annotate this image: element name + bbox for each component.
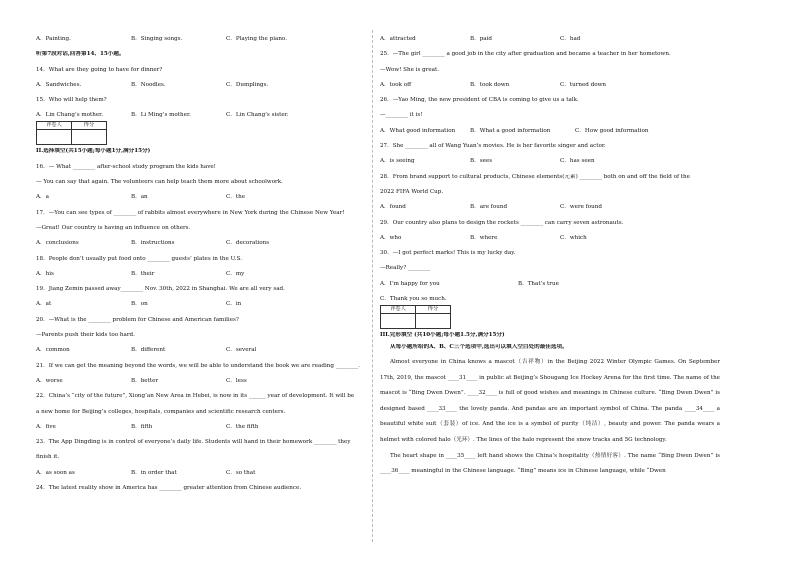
- q14-options: [36, 82, 376, 89]
- q30-options: [380, 281, 720, 288]
- option-b: B．where: [470, 234, 498, 241]
- option-a: A．is seeing: [380, 158, 415, 165]
- section-3-heading: III.完形填空 (共10小题;每小题1.5分,满分15分): [380, 332, 505, 339]
- option-c: C．the: [226, 194, 246, 201]
- option-c: C．my: [226, 270, 245, 277]
- option-c: C．were found: [560, 204, 602, 211]
- score-cell[interactable]: [416, 314, 451, 329]
- option-b: B．different: [131, 347, 166, 354]
- q19-options: [36, 301, 376, 308]
- option-b: B．fifth: [131, 423, 153, 430]
- question-20: 20．—What is the ________ problem for Chinese and American families?: [36, 316, 239, 323]
- option-b: B．paid: [470, 36, 492, 42]
- question-25-reply: —Wow! She is great.: [380, 66, 440, 73]
- section-3-instruction: 从每小题所给的A、B、C三个选项中,选出可以填入空白处的最佳选项。: [390, 344, 568, 351]
- question-16-reply: — You can say that again. The volunteers can help teach them more about schoolwork.: [36, 179, 283, 186]
- question-16: 16．— What ________ after-school study program the kids have!: [36, 163, 216, 170]
- grader-cell[interactable]: [37, 130, 72, 145]
- right-column: [380, 36, 720, 480]
- option-a: A．I’m happy for you: [380, 280, 440, 287]
- q15-options: [36, 112, 376, 119]
- option-b: B．an: [131, 194, 148, 201]
- question-29: 29．Our country also plans to design the rockets ________ can carry seven astronauts.: [380, 219, 624, 226]
- score-label: 得分: [416, 306, 451, 314]
- option-b: B．better: [131, 377, 159, 384]
- q17-options: [36, 240, 376, 247]
- question-23-cont: finish it.: [36, 454, 60, 461]
- option-b: B．their: [131, 270, 155, 277]
- question-18: 18．People don’t usually put food onto ________ guests’ plates in the U.S.: [36, 255, 242, 262]
- section-2-heading: II.选择填空(共15小题;每小题1分,满分15分): [36, 148, 151, 155]
- q24-options: [380, 36, 720, 43]
- option-a: A．his: [36, 270, 54, 277]
- option-c: C．several: [226, 347, 257, 354]
- option-a: A．at: [36, 301, 52, 308]
- option-b: B．What a good information: [470, 127, 551, 134]
- score-box: [380, 305, 451, 329]
- option-b: B．That’s true: [518, 280, 559, 287]
- question-27: 27．She ________ all of Wang Yuan’s movies. He is her favorite singer and actor.: [380, 143, 606, 150]
- question-30-reply: —Really? ________: [380, 265, 431, 272]
- option-a: A．who: [380, 234, 402, 241]
- option-c: C．Lin Chang’s sister.: [226, 112, 289, 119]
- question-15: 15．Who will help them?: [36, 97, 107, 104]
- q22-options: [36, 424, 376, 431]
- option-a: A．Lin Chang’s mother.: [36, 112, 104, 119]
- option-c: C．the fifth: [226, 423, 259, 430]
- question-28-cont: 2022 FIFA World Cup.: [380, 188, 444, 195]
- option-c: C．has seen: [560, 158, 595, 165]
- question-26-reply: —________ it is!: [380, 112, 423, 119]
- dialog7-instruction: 听第7段对话,回答第14、15小题。: [36, 51, 125, 58]
- option-a: A．Painting.: [36, 36, 71, 42]
- option-c: C．Playing the piano.: [226, 36, 287, 42]
- question-22: 22．China’s “city of the future”, Xiong’an New Area in Hebei, is now in its ______ year of development. It will be: [36, 393, 355, 400]
- grader-label: 评卷人: [381, 306, 416, 314]
- option-b: B．sees: [470, 158, 493, 165]
- score-label: 得分: [72, 122, 107, 130]
- question-21: 21．If we can get the meaning beyond the words, we will be able to understand the book we are reading ________.: [36, 362, 360, 369]
- option-b: B．instructions: [131, 240, 175, 247]
- option-a: A．a: [36, 194, 49, 201]
- question-17: 17．—You can see types of ________ of rabbits almost everywhere in New York during the Chinese New Year!: [36, 209, 345, 216]
- option-b: B．are found: [470, 204, 508, 211]
- option-c: C．had: [560, 36, 581, 42]
- cloze-passage: Almost everyone in China knows a mascot（吉祥物）in the Beijing 2022 Winter Olympic Games. On September 17th, 2019, the mascot ____31____ in public at Beijing’s Shougang Ice Hockey Arena for the first time. The name of the mascot is “Bing Dwen Dwen”. ____32____ is full of good wishes and meanings in Chinese culture. “Bing Dwen Dwen” is designed based ____33____ the lovely panda. And pandas are an important symbol of China. The panda ____34____ a beautiful white suit（套装）of ice. And the ice is a symbol of purity（纯洁）, beauty and power. The panda wears a helmet with colored halo（光环）. The lines of the halo represent the snow tracks and 5G technology.: [380, 359, 720, 444]
- option-a: A．found: [380, 204, 406, 211]
- q16-options: [36, 194, 376, 201]
- option-c: C．decorations: [226, 240, 270, 247]
- option-c: C．less: [226, 377, 247, 384]
- q13-options: [36, 36, 376, 43]
- q28-options: [380, 204, 720, 211]
- question-23: 23．The App Dingding is in control of everyone’s daily life. Students will hand in their homework ________ they: [36, 439, 351, 446]
- option-a: A．attracted: [380, 36, 416, 42]
- question-22-cont: a new home for Beijing’s colleges, hospitals, companies and scientific research centers.: [36, 408, 286, 415]
- option-c: C．so that: [226, 469, 256, 476]
- q27-options: [380, 158, 720, 165]
- q29-options: [380, 235, 720, 242]
- q26-options: [380, 128, 720, 135]
- question-28: 28．From brand support to cultural products, Chinese elements(元素) ________ both on and off the field of the: [380, 173, 690, 180]
- option-a: A．five: [36, 423, 56, 430]
- grader-cell[interactable]: [381, 314, 416, 329]
- option-b: B．on: [131, 301, 148, 308]
- option-c: C．in: [226, 301, 242, 308]
- q25-options: [380, 82, 720, 89]
- option-c: C．Thank you so much.: [380, 296, 447, 303]
- option-b: B．Singing songs.: [131, 36, 183, 42]
- option-c: C．How good information: [575, 127, 649, 134]
- option-c: C．turned down: [560, 81, 607, 88]
- question-20-reply: —Parents push their kids too hard.: [36, 332, 135, 339]
- option-c: C．Dumplings.: [226, 81, 269, 88]
- cloze-passage-2: The heart shape in ____35____ left hand shows the China’s hospitality（热情好客）. The name “Bing Dwen Dwen” is ____36____ meaningful in the Chinese language. “Bing” means ice in Chinese language, while “Dwen: [380, 452, 720, 475]
- question-17-reply: —Great! Our country is having an influence on others.: [36, 224, 191, 231]
- question-26: 26．—Yao Ming, the new president of CBA is coming to give us a talk.: [380, 97, 579, 104]
- option-a: A．as soon as: [36, 469, 75, 476]
- option-b: B．Li Ming’s mother.: [131, 112, 191, 119]
- score-cell[interactable]: [72, 130, 107, 145]
- option-a: A．What good information: [380, 127, 456, 134]
- question-30: 30．—I got perfect marks! This is my lucky day.: [380, 250, 516, 257]
- question-24: 24．The latest reality show in America has ________ greater attention from Chinese audience.: [36, 485, 302, 492]
- grader-label: 评卷人: [37, 122, 72, 130]
- option-a: A．worse: [36, 377, 63, 384]
- option-a: A．took off: [380, 81, 412, 88]
- option-c: C．which: [560, 234, 587, 241]
- option-a: A．Sandwiches.: [36, 81, 82, 88]
- question-14: 14．What are they going to have for dinner?: [36, 66, 163, 73]
- q21-options: [36, 378, 376, 385]
- option-b: B．took down: [470, 81, 510, 88]
- option-b: B．in order that: [131, 469, 177, 476]
- option-a: A．common: [36, 347, 70, 354]
- q23-options: [36, 470, 376, 477]
- question-25: 25．—The girl ________ a good job in the city after graduation and became a teacher in her hometown.: [380, 51, 671, 58]
- option-b: B．Noodles.: [131, 81, 166, 88]
- score-box: [36, 121, 107, 145]
- question-19: 19．Jiang Zemin passed away________ Nov. 30th, 2022 in Shanghai. We are all very sad.: [36, 286, 285, 293]
- option-a: A．conclusions: [36, 240, 79, 247]
- q20-options: [36, 347, 376, 354]
- q18-options: [36, 271, 376, 278]
- left-column: [36, 36, 376, 492]
